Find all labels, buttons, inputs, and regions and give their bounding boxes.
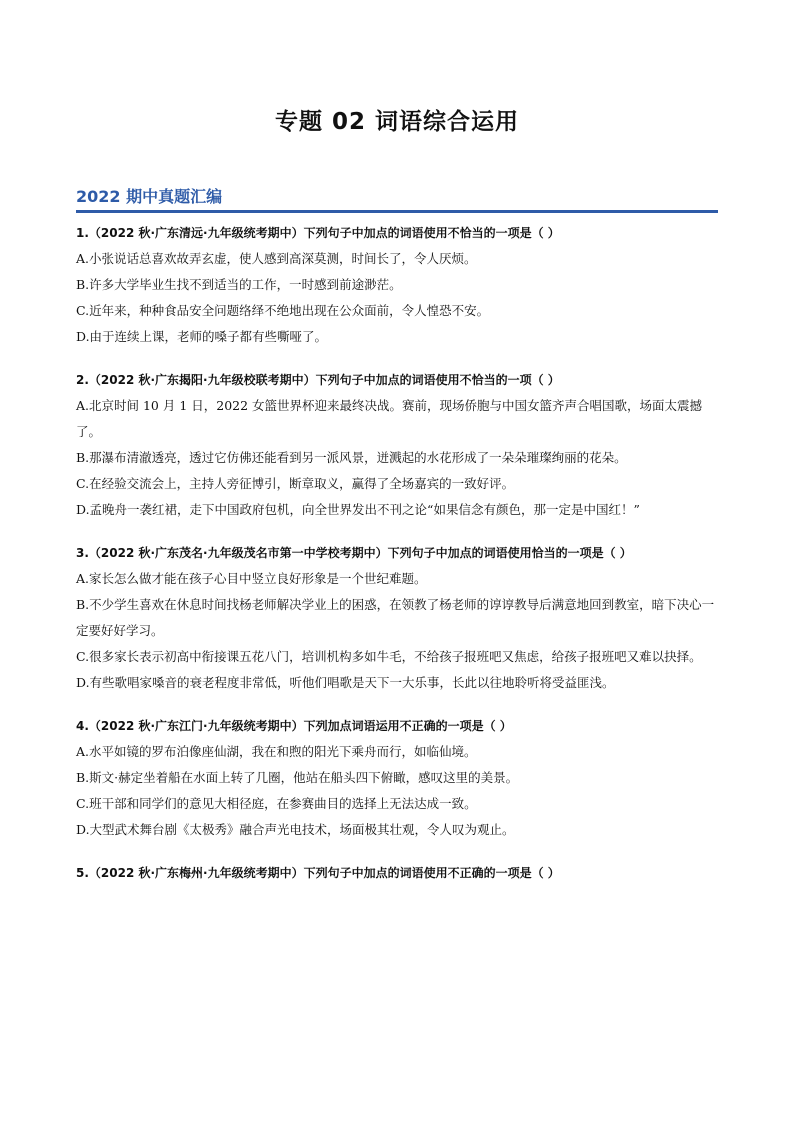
option-c: C.近年来，种种食品安全问题络绎不绝地出现在公众面前，令人惶恐不安。: [76, 303, 490, 318]
option-d: D.孟晚舟一袭红裙，走下中国政府包机，向全世界发出不刊之论“如果信念有颜色，那一定是中国红！”: [76, 502, 640, 517]
question-stem: 3.（2022 秋·广东茂名·九年级茂名市第一中学校考期中）下列句子中加点的词语使用恰当的一项是（ ）: [76, 546, 632, 560]
question-stem: 4.（2022 秋·广东江门·九年级统考期中）下列加点词语运用不正确的一项是（ ）: [76, 719, 512, 733]
question-3: [76, 540, 718, 696]
option-a: A.北京时间 10 月 1 日，2022 女篮世界杯迎来最终决战。赛前，现场侨胞与中国女篮齐声合唱国歌，场面太震撼了。: [76, 398, 703, 439]
section-heading: [76, 186, 718, 212]
option-d: D.由于连续上课，老师的嗓子都有些嘶哑了。: [76, 329, 328, 344]
question-4: [76, 713, 718, 843]
question-list: [76, 220, 718, 903]
question-stem: 2.（2022 秋·广东揭阳·九年级校联考期中）下列句子中加点的词语使用不恰当的一项（ ）: [76, 373, 560, 387]
question-1: [76, 220, 718, 350]
section-divider: [76, 212, 718, 213]
option-b: B.许多大学毕业生找不到适当的工作，一时感到前途渺茫。: [76, 277, 402, 292]
page-title: 专题 02 词语综合运用: [274, 109, 520, 135]
option-b: B.不少学生喜欢在休息时间找杨老师解决学业上的困惑，在领教了杨老师的谆谆教导后满意地回到教室，暗下决心一定要好好学习。: [76, 597, 715, 638]
option-c: C.班干部和同学们的意见大相径庭，在参赛曲目的选择上无法达成一致。: [76, 796, 477, 811]
section-heading-label: 2022 期中真题汇编: [76, 187, 223, 206]
option-d: D.有些歌唱家嗓音的衰老程度非常低，听他们唱歌是天下一大乐事，长此以往地聆听将受益匪浅。: [76, 675, 615, 690]
option-b: B.那瀑布清澈透亮，透过它仿佛还能看到另一派风景，迸溅起的水花形成了一朵朵璀璨绚丽的花朵。: [76, 450, 627, 465]
option-c: C.在经验交流会上，主持人旁征博引，断章取义，赢得了全场嘉宾的一致好评。: [76, 476, 515, 491]
question-stem: 1.（2022 秋·广东清远·九年级统考期中）下列句子中加点的词语使用不恰当的一项是（ ）: [76, 226, 560, 240]
option-a: A.小张说话总喜欢故弄玄虚，使人感到高深莫测，时间长了，令人厌烦。: [76, 251, 477, 266]
option-c: C.很多家长表示初高中衔接课五花八门，培训机构多如牛毛，不给孩子报班吧又焦虑，给孩子报班吧又难以抉择。: [76, 649, 702, 664]
option-b: B.斯文·赫定坐着船在水面上转了几圈，他站在船头四下俯瞰，感叹这里的美景。: [76, 770, 519, 785]
question-5: [76, 860, 718, 886]
option-d: D.大型武术舞台剧《太极秀》融合声光电技术，场面极其壮观，令人叹为观止。: [76, 822, 515, 837]
question-stem: 5.（2022 秋·广东梅州·九年级统考期中）下列句子中加点的词语使用不正确的一项是（ ）: [76, 866, 560, 880]
option-a: A.家长怎么做才能在孩子心目中竖立良好形象是一个世纪难题。: [76, 571, 427, 586]
question-2: [76, 367, 718, 523]
option-a: A.水平如镜的罗布泊像座仙湖，我在和煦的阳光下乘舟而行，如临仙境。: [76, 744, 477, 759]
